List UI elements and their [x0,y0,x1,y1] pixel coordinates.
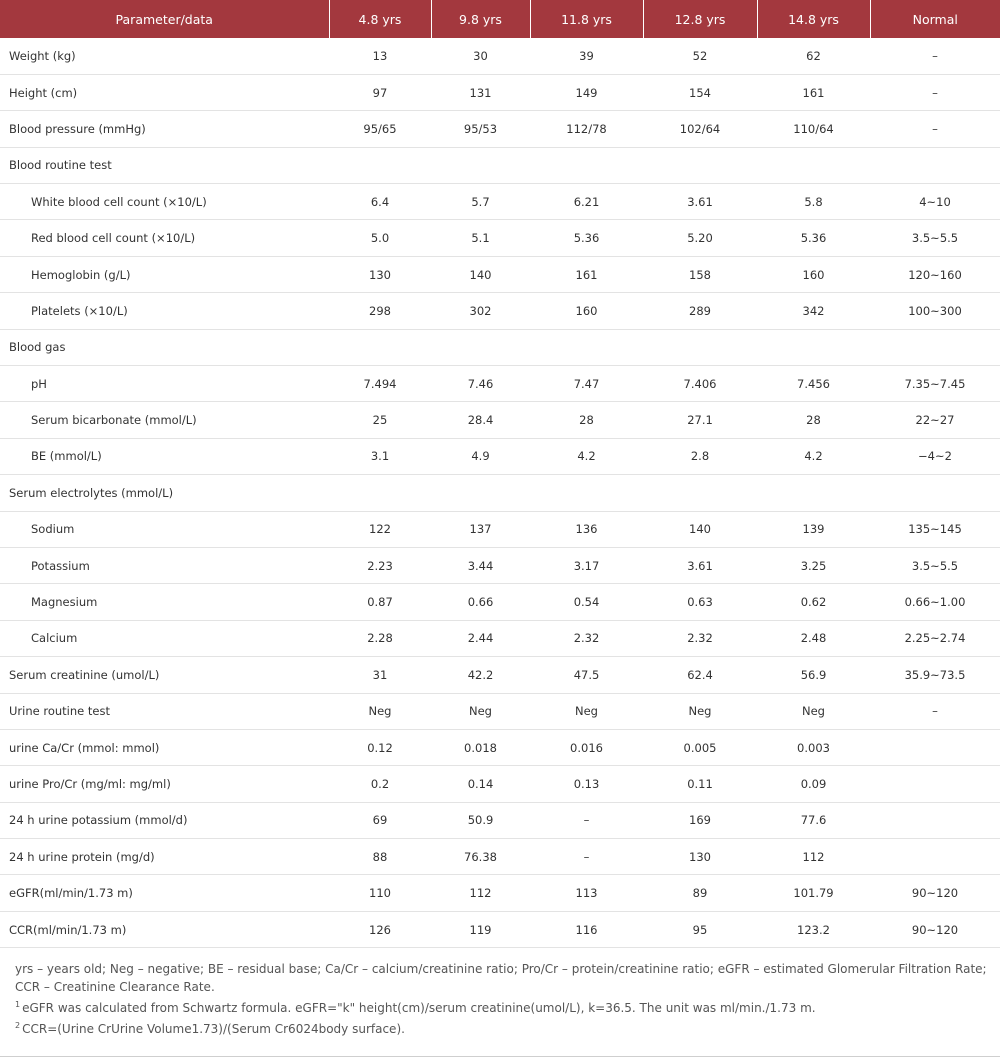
table-cell: 0.12 [329,729,431,765]
table-cell: 2.8 [643,438,757,474]
table-row [0,438,1000,474]
table-cell: 0.11 [643,766,757,802]
table-cell: 97 [329,74,431,110]
table-cell: – [530,839,643,875]
table-cell [870,475,1000,511]
table-cell: 7.406 [643,366,757,402]
table-cell: 3.5~5.5 [870,547,1000,583]
table-cell: 69 [329,802,431,838]
table-row [0,475,1000,511]
table-cell: Neg [329,693,431,729]
table-cell: 110 [329,875,431,911]
table-cell: 160 [757,256,870,292]
table-cell: 25 [329,402,431,438]
table-cell: 0.63 [643,584,757,620]
row-label: Calcium [0,620,329,656]
table-cell: 116 [530,911,643,947]
table-cell: 0.003 [757,729,870,765]
table-cell: 169 [643,802,757,838]
table-cell: 5.36 [757,220,870,256]
table-cell: 5.36 [530,220,643,256]
table-row [0,184,1000,220]
table-cell: 119 [431,911,530,947]
table-cell: 2.48 [757,620,870,656]
table-cell: 31 [329,657,431,693]
table-cell: 110/64 [757,111,870,147]
table-row [0,911,1000,947]
row-label: Urine routine test [0,693,329,729]
table-cell: 122 [329,511,431,547]
table-cell: 4.9 [431,438,530,474]
table-cell: 56.9 [757,657,870,693]
table-cell: 161 [530,256,643,292]
table-row [0,38,1000,74]
table-cell: 90~120 [870,911,1000,947]
table-cell: 0.87 [329,584,431,620]
table-cell: 4.2 [530,438,643,474]
table-cell [870,839,1000,875]
table-cell: 47.5 [530,657,643,693]
table-row [0,147,1000,183]
table-cell: 7.35~7.45 [870,366,1000,402]
table-cell: 4~10 [870,184,1000,220]
footnote-text: eGFR was calculated from Schwartz formula. eGFR="k" height(cm)/serum creatinine(umol/L), k=36.5. The unit was ml/min./1.73 m. [22,1001,816,1016]
table-cell: 100~300 [870,293,1000,329]
row-label: 24 h urine protein (mg/d) [0,839,329,875]
row-label: Serum creatinine (umol/L) [0,657,329,693]
table-cell: 112 [431,875,530,911]
table-cell: – [870,111,1000,147]
table-cell: 161 [757,74,870,110]
row-label: 24 h urine potassium (mmol/d) [0,802,329,838]
table-cell: 113 [530,875,643,911]
footnote-marker: 1 [15,1000,21,1010]
table-cell [643,475,757,511]
table-cell [757,147,870,183]
table-cell: Neg [431,693,530,729]
table-cell: Neg [530,693,643,729]
header-age-11-8: 11.8 yrs [530,0,643,38]
table-cell [757,475,870,511]
table-cell [530,475,643,511]
table-row [0,875,1000,911]
table-cell: 39 [530,38,643,74]
table-row [0,256,1000,292]
table-cell: 112/78 [530,111,643,147]
table-cell [643,329,757,365]
table-cell: 298 [329,293,431,329]
table-cell: 289 [643,293,757,329]
table-cell: 77.6 [757,802,870,838]
header-age-4-8: 4.8 yrs [329,0,431,38]
table-cell: 0.2 [329,766,431,802]
row-label: eGFR(ml/min/1.73 m) [0,875,329,911]
table-cell: – [870,38,1000,74]
table-cell: 3.61 [643,547,757,583]
footnote-abbreviations: yrs – years old; Neg – negative; BE – residual base; Ca/Cr – calcium/creatinine ratio; Pro/Cr – protein/creatinine ratio; eGFR – estimated Glomerular Filtration Rate; CCR – Creatinine Clearance Rate. [15,962,987,995]
table-cell: 0.54 [530,584,643,620]
table-cell: 89 [643,875,757,911]
table-row [0,693,1000,729]
table-cell [643,147,757,183]
table-row [0,329,1000,365]
table-cell [870,802,1000,838]
table-cell: 131 [431,74,530,110]
row-label: Height (cm) [0,74,329,110]
table-cell: Neg [757,693,870,729]
table-header [0,0,1000,38]
table-cell: 2.32 [643,620,757,656]
table-cell: 95 [643,911,757,947]
row-label: urine Pro/Cr (mg/ml: mg/ml) [0,766,329,802]
table-cell: 88 [329,839,431,875]
table-row [0,402,1000,438]
table-row [0,729,1000,765]
table-cell [431,475,530,511]
row-label: BE (mmol/L) [0,438,329,474]
table-cell: – [870,693,1000,729]
row-label: Magnesium [0,584,329,620]
table-row [0,511,1000,547]
table-cell: 7.46 [431,366,530,402]
table-cell: 5.8 [757,184,870,220]
table-cell: 2.25~2.74 [870,620,1000,656]
table-footnotes [0,948,1000,1038]
footnote-text: CCR=(Urine CrUrine Volume1.73)/(Serum Cr6024body surface). [22,1022,405,1037]
row-label: Red blood cell count (×10/L) [0,220,329,256]
table-cell: 28.4 [431,402,530,438]
table-cell [431,329,530,365]
table-row [0,366,1000,402]
table-cell: 0.005 [643,729,757,765]
table-cell: 0.018 [431,729,530,765]
table-row [0,547,1000,583]
footnote-ccr [15,1017,992,1038]
table-cell: 101.79 [757,875,870,911]
row-label: pH [0,366,329,402]
table-cell: 123.2 [757,911,870,947]
row-label: Sodium [0,511,329,547]
table-cell: 342 [757,293,870,329]
table-cell: 139 [757,511,870,547]
table-cell [530,147,643,183]
header-age-14-8: 14.8 yrs [757,0,870,38]
table-cell: 28 [757,402,870,438]
table-cell: 76.38 [431,839,530,875]
table-cell: 154 [643,74,757,110]
table-cell: 136 [530,511,643,547]
table-cell: 140 [643,511,757,547]
table-cell [431,147,530,183]
table-cell: 0.66 [431,584,530,620]
header-age-9-8: 9.8 yrs [431,0,530,38]
row-label: Serum electrolytes (mmol/L) [0,475,329,511]
table-cell: 52 [643,38,757,74]
table-cell: 0.14 [431,766,530,802]
table-row [0,766,1000,802]
table-cell: 135~145 [870,511,1000,547]
table-cell: 27.1 [643,402,757,438]
table-cell: −4~2 [870,438,1000,474]
table-cell: 6.4 [329,184,431,220]
table-cell: Neg [643,693,757,729]
table-cell: 95/65 [329,111,431,147]
table-cell: 13 [329,38,431,74]
table-cell: 6.21 [530,184,643,220]
table-cell: 5.1 [431,220,530,256]
table-cell: 30 [431,38,530,74]
table-cell: 5.0 [329,220,431,256]
header-row [0,0,1000,38]
table-row [0,657,1000,693]
table-row [0,111,1000,147]
table-cell: 158 [643,256,757,292]
table-cell [870,147,1000,183]
table-cell: 7.456 [757,366,870,402]
table-row [0,584,1000,620]
table-cell: 3.44 [431,547,530,583]
table-cell: 302 [431,293,530,329]
table-cell: 112 [757,839,870,875]
table-body [0,38,1000,948]
table-cell: 62 [757,38,870,74]
table-cell: 3.61 [643,184,757,220]
table-cell: 7.494 [329,366,431,402]
table-cell: 102/64 [643,111,757,147]
footnote-egfr [15,996,992,1017]
row-label: CCR(ml/min/1.73 m) [0,911,329,947]
row-label: Serum bicarbonate (mmol/L) [0,402,329,438]
table-cell: 120~160 [870,256,1000,292]
table-cell: 28 [530,402,643,438]
footnote-marker: 2 [15,1021,21,1031]
header-normal: Normal [870,0,1000,38]
table-cell: – [530,802,643,838]
table-cell: 90~120 [870,875,1000,911]
table-row [0,74,1000,110]
row-label: Blood gas [0,329,329,365]
row-label: Potassium [0,547,329,583]
row-label: Blood routine test [0,147,329,183]
table-cell: 22~27 [870,402,1000,438]
table-cell: 2.32 [530,620,643,656]
row-label: Hemoglobin (g/L) [0,256,329,292]
table-cell: 130 [329,256,431,292]
table-cell: 0.66~1.00 [870,584,1000,620]
table-cell: 50.9 [431,802,530,838]
row-label: urine Ca/Cr (mmol: mmol) [0,729,329,765]
table-cell [870,766,1000,802]
table-cell: 7.47 [530,366,643,402]
row-label: Platelets (×10/L) [0,293,329,329]
table-cell: 3.1 [329,438,431,474]
table-cell [757,329,870,365]
table-row [0,293,1000,329]
table-cell [329,147,431,183]
table-cell: 2.23 [329,547,431,583]
table-cell: 3.5~5.5 [870,220,1000,256]
table-cell [870,729,1000,765]
table-row [0,220,1000,256]
table-cell: 0.016 [530,729,643,765]
table-cell [870,329,1000,365]
table-cell [530,329,643,365]
table-cell: 137 [431,511,530,547]
table-cell: 5.20 [643,220,757,256]
table-cell: 160 [530,293,643,329]
table-cell: 0.09 [757,766,870,802]
table-cell [329,329,431,365]
table-cell: 42.2 [431,657,530,693]
table-cell: 0.13 [530,766,643,802]
table-row [0,802,1000,838]
table-row [0,620,1000,656]
table-row [0,839,1000,875]
table-cell: 0.62 [757,584,870,620]
row-label: White blood cell count (×10/L) [0,184,329,220]
table-cell: 130 [643,839,757,875]
table-cell: 3.17 [530,547,643,583]
table-cell: 126 [329,911,431,947]
table-cell: 35.9~73.5 [870,657,1000,693]
table-cell: 5.7 [431,184,530,220]
header-age-12-8: 12.8 yrs [643,0,757,38]
table-cell: 4.2 [757,438,870,474]
table-cell: 2.44 [431,620,530,656]
table-cell: 2.28 [329,620,431,656]
table-cell: 3.25 [757,547,870,583]
table-cell: 62.4 [643,657,757,693]
row-label: Blood pressure (mmHg) [0,111,329,147]
row-label: Weight (kg) [0,38,329,74]
table-cell [329,475,431,511]
header-parameter: Parameter/data [0,0,329,38]
table-cell: 140 [431,256,530,292]
table-cell: 95/53 [431,111,530,147]
table-cell: 149 [530,74,643,110]
table-cell: – [870,74,1000,110]
